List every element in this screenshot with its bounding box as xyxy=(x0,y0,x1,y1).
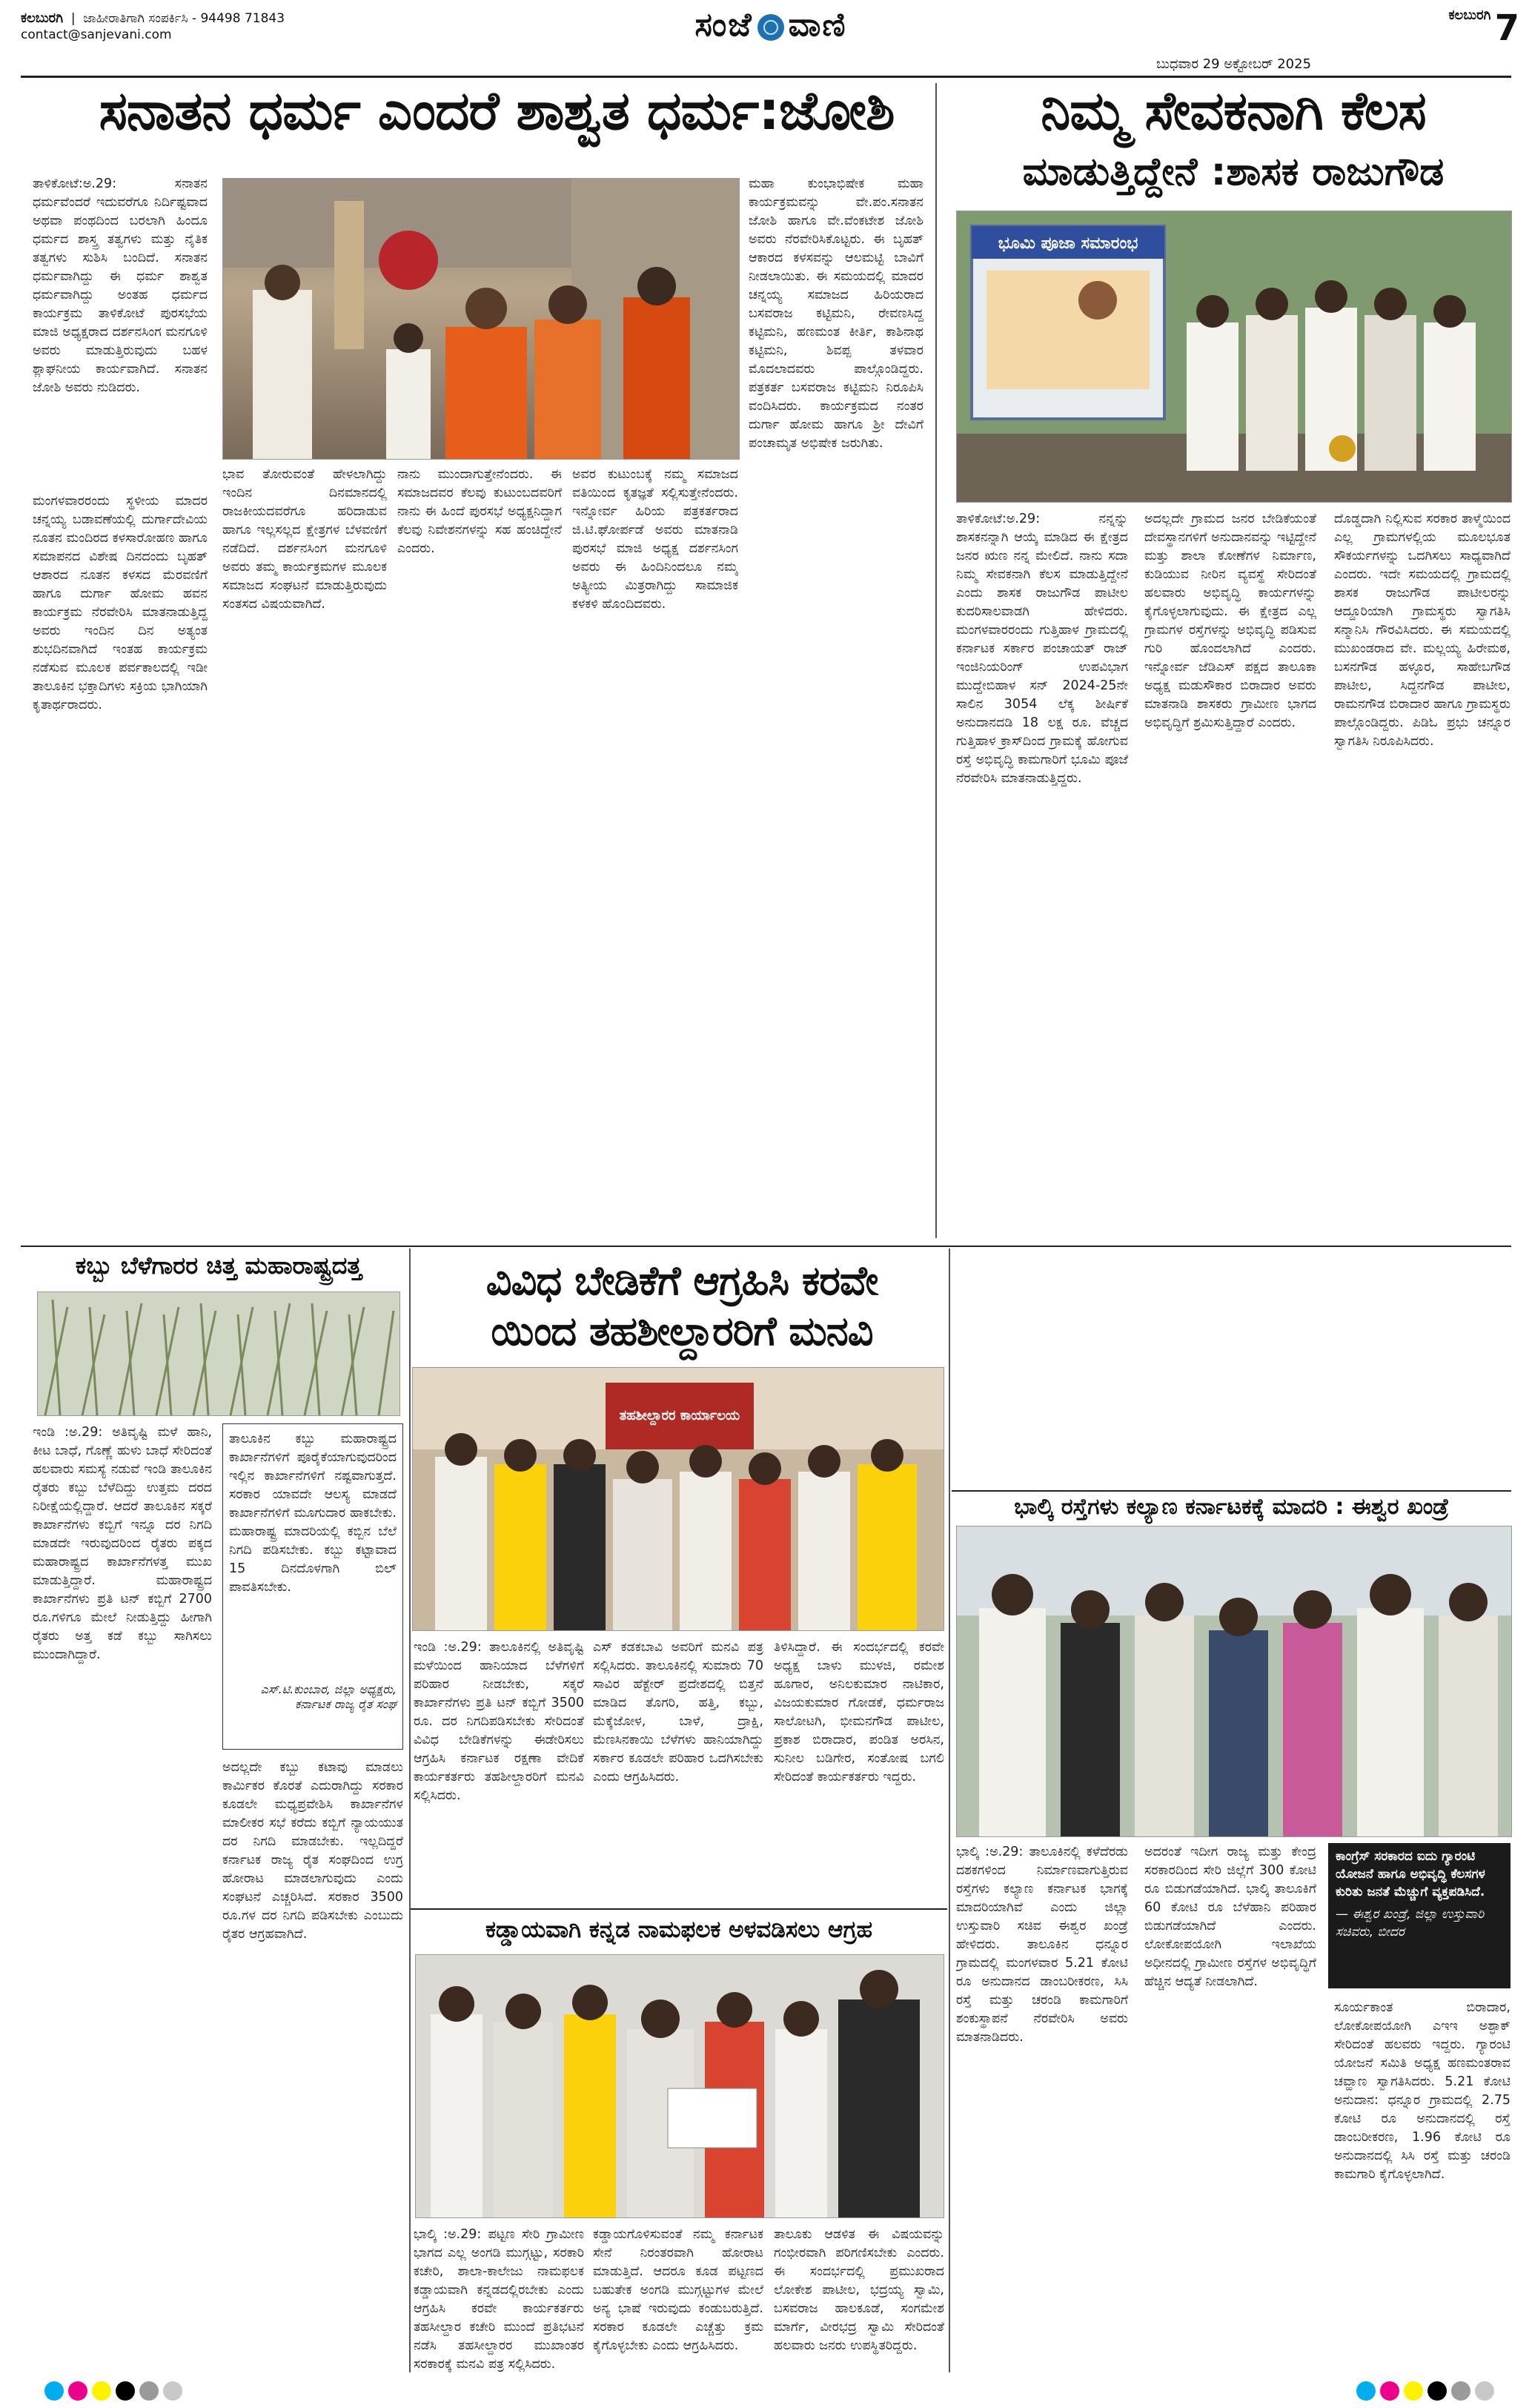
registration-marks-right xyxy=(1356,2381,1505,2404)
magenta-dot xyxy=(68,2381,87,2401)
story6-caption-sign: — ಈಶ್ವರ ಖಂಡ್ರೆ, ಜಿಲ್ಲಾ ಉಸ್ತುವಾರಿ ಸಚಿವರು, ಬೀದರ xyxy=(1336,1907,1485,1939)
story4-photo-graphic xyxy=(413,1368,944,1630)
grey-dot xyxy=(139,2381,159,2401)
grey-dot-2 xyxy=(1475,2381,1494,2401)
story1-photo-graphic xyxy=(223,179,739,459)
masthead-date: ಬುಧವಾರ 29 ಅಕ್ಟೋಬರ್ 2025 xyxy=(1156,56,1312,72)
story2-photo-graphic xyxy=(957,211,1511,502)
story2-photo xyxy=(956,211,1512,503)
story3-photo xyxy=(37,1291,400,1416)
story2-headline-2: ಮಾಡುತ್ತಿದ್ದೇನೆ :ಶಾಸಕ ರಾಜುಗೌಡ xyxy=(1022,150,1445,194)
story6-photo xyxy=(956,1526,1512,1837)
story3-headline: ಕಬ್ಬು ಬೆಳೆಗಾರರ ಚಿತ್ತ ಮಹಾರಾಷ್ಟ್ರದತ್ತ xyxy=(75,1251,362,1280)
story6-photo-graphic xyxy=(957,1526,1511,1836)
story1-lead: ತಾಳಿಕೋಟೆ:ಅ.29: ಸನಾತನ ಧರ್ಮವೆಂದರೆ ಇದುವರೆಗೂ ನಿರ್ದಿಷ್ಟವಾದ ಅಥವಾ ಪಂಥದಿಂದ ಬರಲಾಗಿ ಹಿಂದೂ ಧರ್ಮದ ಶಾಸ್ತ್ರ ತತ್ವಗಳು ಮತ್ತು ನೈತಿಕ ತತ್ವಗಳು ಸುಶಿಸಿ ಬಂದಿದೆ. ಸನಾತನ ಧರ್ಮವಾಗಿದ್ದು ಈ ಧರ್ಮ ಶಾಶ್ವತ ಧರ್ಮವಾಗಿದ್ದು ಅಂತಹ ಧರ್ಮದ ಕಾರ್ಯಕ್ರಮ ತಾಳಿಕೋಟೆ ಪುರಸಭೆಯ ಮಾಜಿ ಅಧ್ಯಕ್ಷರಾದ ದರ್ಶನಸಿಂಗ ಮನಗೂಳಿ ಅವರು ಮಾಡುತ್ತಿರುವುದು ಬಹಳ ಶ್ಲಾಘನೀಯ ಕಾರ್ಯವಾಗಿದೆ. ಸನಾತನ ಜೋಶಿ ಅವರು ನುಡಿದರು. xyxy=(33,176,208,395)
section-rule xyxy=(21,1246,1511,1247)
story3-col1: ಇಂಡಿ :ಅ.29: ಅತಿವೃಷ್ಟಿ ಮಳೆ ಹಾನಿ, ಕೀಟ ಬಾಧೆ, ಗೊಣ್ಣೆ ಹುಳು ಬಾಧೆ ಸೇರಿದಂತೆ ಹಲವಾರು ಸಮಸ್ಯೆ ನಡುವೆ ಇಂಡಿ ತಾಲೂಕಿನ ರೈತರು ಕಬ್ಬು ಬೆಳೆದಿದ್ದು ಉತ್ತಮ ದರದ ನಿರೀಕ್ಷೆಯಲ್ಲಿದ್ದಾರೆ. ಆದರೆ ತಾಲೂಕಿನ ಸಕ್ಕರೆ ಕಾರ್ಖಾನೆಗಳು ಕಬ್ಬಿಗೆ ಇನ್ನೂ ದರ ನಿಗದಿ ಮಾಡದೇ ಇರುವುದರಿಂದ ರೈತರು ಪಕ್ಕದ ಮಹಾರಾಷ್ಟ್ರದ ಕಾರ್ಖಾನೆಗಳತ್ತ ಮುಖ ಮಾಡುತ್ತಿದ್ದಾರೆ. ಮಹಾರಾಷ್ಟ್ರದ ಕಾರ್ಖಾನೆಗಳು ಪ್ರತಿ ಟನ್ ಕಬ್ಬಿಗೆ 2700 ರೂ.ಗಳಿಗೂ ಮೇಲೆ ನೀಡುತ್ತಿದ್ದು ಹೀಗಾಗಿ ರೈತರು ಅತ್ತ ಕಡೆ ಕಬ್ಬು ಸಾಗಿಸಲು ಮುಂದಾಗಿದ್ದಾರೆ. xyxy=(33,1425,212,1662)
masthead-left: ಕಲಬುರಗಿ | ಜಾಹೀರಾತಿಗಾಗಿ ಸಂಪರ್ಕಿಸಿ - 94498 71843 contact@sanjevani.com xyxy=(21,10,436,43)
story2-col3: ದೊಡ್ಡದಾಗಿ ನಿಲ್ಲಿಸುವ ಸರಕಾರ ತಾಳ್ಮೆಯಿಂದ ಎಲ್ಲ ಗ್ರಾಮಗಳಲ್ಲಿಯ ಮೂಲಭೂತ ಸೌಕರ್ಯಗಳನ್ನು ಒದಗಿಸಲು ಸಾಧ್ಯವಾಗಿದೆ ಎಂದರು. ಇದೇ ಸಮಯದಲ್ಲಿ ಗ್ರಾಮದಲ್ಲಿ ಶಾಸಕ ರಾಜುಗೌಡ ಪಾಟೀಲರನ್ನು ಆದ್ದೂರಿಯಾಗಿ ಗ್ರಾಮಸ್ಥರು ಸ್ವಾಗತಿಸಿ ಸನ್ಮಾನಿಸಿ ಗೌರವಿಸಿದರು. ಈ ಸಮಯದಲ್ಲಿ ಮುಖಂಡರಾದ ವೇ. ಮಲ್ಲಯ್ಯ ಹಿರೇಮಠ, ಬಸನಗೌಡ ಹಳ್ಳೂರ, ಸಾಹೇಬಗೌಡ ಪಾಟೀಲ, ಸಿದ್ದನಗೌಡ ಪಾಟೀಲ, ರಾಮನಗೌಡ ಬಿರಾದಾರ ಹಾಗೂ ಗ್ರಾಮಸ್ಥರು ಪಾಲ್ಗೊಂಡಿದ್ದರು. ಪಿಡಿಓ ಪ್ರಭು ಚನ್ನೂರ ಸ್ವಾಗತಿಸಿ ನಿರೂಪಿಸಿದರು. xyxy=(1334,512,1511,749)
story5-col3: ತಾಲೂಕು ಆಡಳಿತ ಈ ವಿಷಯವನ್ನು ಗಂಭೀರವಾಗಿ ಪರಿಗಣಿಸಬೇಕು ಎಂದರು. ಈ ಸಂದರ್ಭದಲ್ಲಿ ಪ್ರಮುಖರಾದ ಲೋಕೇಶ ಪಾಟೀಲ, ಭದ್ರಯ್ಯ ಸ್ವಾಮಿ, ಬಸವರಾಜ ಹಾಲಕೂಡೆ, ಸಂಗಮೇಶ ಮಾರ್ಗೆ, ವೀರಭದ್ರ ಸ್ವಾಮಿ ಸೇರಿದಂತೆ ಹಲವಾರು ಜನರು ಉಪಸ್ಥಿತರಿದ್ದರು. xyxy=(774,2227,944,2353)
yellow-dot xyxy=(1404,2381,1423,2401)
story4-headline-2: ಯಿಂದ ತಹಶೀಲ್ದಾರರಿಗೆ ಮನವಿ xyxy=(491,1308,873,1354)
logo-text-left: ಸಂಜೆ xyxy=(694,6,753,44)
masthead-rule xyxy=(21,76,1511,78)
story5-photo-graphic xyxy=(416,1955,944,2217)
story6-col3: ಸೂರ್ಯಕಾಂತ ಬಿರಾದಾರ, ಲೋಕೋಪಯೋಗಿ ಎಇಇ ಅಶ್ಫಾಕ್ ಸೇರಿದಂತೆ ಹಲವರು ಇದ್ದರು. ಗ್ಯಾರಂಟಿ ಯೋಜನೆ ಸಮಿತಿ ಅಧ್ಯಕ್ಷ ಹಣಮಂತರಾವ ಚವ್ಹಾಣ ಸ್ವಾಗತಿಸಿದರು. 5.21 ಕೋಟಿ ಅನುದಾನ: ಧನ್ನೂರ ಗ್ರಾಮದಲ್ಲಿ 2.75 ಕೋಟಿ ರೂ ಅನುದಾನದಲ್ಲಿ ರಸ್ತೆ ಡಾಂಬರೀಕರಣ, 1.96 ಕೋಟಿ ರೂ ಅನುದಾನದಲ್ಲಿ ಸಿಸಿ ರಸ್ತೆ ಮತ್ತು ಚರಂಡಿ ಕಾಮಗಾರಿ ಕೈಗೊಳ್ಳಲಾಗಿದೆ. xyxy=(1334,2000,1511,2182)
story2-col2: ಅದಲ್ಲದೇ ಗ್ರಾಮದ ಜನರ ಬೇಡಿಕೆಯಂತೆ ದೇವಸ್ಥಾನಗಳಿಗೆ ಅನುದಾನವನ್ನು ಇಟ್ಟಿದ್ದೇನೆ ಮತ್ತು ಶಾಲಾ ಕೋಣೆಗಳ ನಿರ್ಮಾಣ, ಕುಡಿಯುವ ನೀರಿನ ವ್ಯವಸ್ಥೆ ಸೇರಿದಂತೆ ಹಲವಾರು ಅಭಿವೃದ್ಧಿ ಕಾರ್ಯಗಳನ್ನು ಕೈಗೊಳ್ಳಲಾಗುವುದು. ಈ ಕ್ಷೇತ್ರದ ಎಲ್ಲ ಗ್ರಾಮಗಳ ರಸ್ತೆಗಳನ್ನು ಅಭಿವೃದ್ಧಿ ಪಡಿಸುವ ಗುರಿ ಹೊಂದಲಾಗಿದೆ ಎಂದರು. ಇನ್ನೋರ್ವ ಜೆಡಿಎಸ್ ಪಕ್ಷದ ತಾಲೂಕಾ ಅಧ್ಯಕ್ಷ ಮಡುಸೌಕಾರ ಬಿರಾದಾರ ಅವರು ಮಾತನಾಡಿ ಶಾಸಕರು ಗ್ರಾಮೀಣ ಭಾಗದ ಅಭಿವೃದ್ಧಿಗೆ ಶ್ರಮಿಸುತ್ತಿದ್ದಾರೆ ಎಂದರು. xyxy=(1144,512,1316,730)
masthead-city-right: ಕಲಬುರಗಿ xyxy=(1448,7,1491,23)
story6-headline: ಭಾಲ್ಕಿ ರಸ್ತೆಗಳು ಕಲ್ಯಾಣ ಕರ್ನಾಟಕಕ್ಕೆ ಮಾದರಿ : ಈಶ್ವರ ಖಂಡ್ರೆ xyxy=(1014,1494,1449,1520)
magenta-dot xyxy=(1380,2381,1399,2401)
black-dot xyxy=(1427,2381,1447,2401)
story6-photo-caption xyxy=(1328,1843,1511,1988)
masthead-tagline: ಜಾಹೀರಾತಿಗಾಗಿ ಸಂಪರ್ಕಿಸಿ - 94498 71843 xyxy=(83,11,285,26)
logo-text-right: ವಾಣಿ xyxy=(788,6,847,44)
grey-dot-2 xyxy=(163,2381,182,2401)
column-divider xyxy=(935,83,937,1238)
story6-caption-text: ಕಾಂಗ್ರೆಸ್ ಸರಕಾರದ ಐದು ಗ್ಯಾರಂಟಿ ಯೋಜನೆ ಹಾಗೂ ಅಭಿವೃದ್ಧಿ ಕೆಲಸಗಳ ಕುರಿತು ಜನತೆ ಮೆಚ್ಚುಗೆ ವ್ಯಕ್ತಪಡಿಸಿದೆ. xyxy=(1336,1849,1485,1899)
story4-col2: ಎಸ್ ಕಡಕಬಾವಿ ಅವರಿಗೆ ಮನವಿ ಪತ್ರ ಸಲ್ಲಿಸಿದರು. ತಾಲೂಕಿನಲ್ಲಿ ಸುಮಾರು 70 ಸಾವಿರ ಹೆಕ್ಟೇರ್ ಪ್ರದೇಶದಲ್ಲಿ ಬಿತ್ತನೆ ಮಾಡಿದ ತೊಗರಿ, ಹತ್ತಿ, ಕಬ್ಬು, ಮೆಕ್ಕೆಜೋಳ, ಬಾಳೆ, ದ್ರಾಕ್ಷಿ, ಮೆಣಸಿನಕಾಯಿ ಬೆಳೆಗಳು ಹಾನಿಯಾಗಿದ್ದು ಸರ್ಕಾರ ಕೂಡಲೇ ಪರಿಹಾರ ಒದಗಿಸಬೇಕು ಎಂದು ಆಗ್ರಹಿಸಿದರು. xyxy=(593,1640,763,1784)
story4-headline-1: ವಿವಿಧ ಬೇಡಿಕೆಗೆ ಆಗ್ರಹಿಸಿ ಕರವೇ xyxy=(485,1257,878,1304)
story2-headline-1: ನಿಮ್ಮ ಸೇವಕನಾಗಿ ಕೆಲಸ xyxy=(1041,79,1426,142)
masthead-right xyxy=(1245,7,1519,49)
column-divider-3 xyxy=(949,1248,950,2372)
story1-headline: ಸನಾತನ ಧರ್ಮ ಎಂದರೆ ಶಾಶ್ವತ ಧರ್ಮ:ಜೋಶಿ xyxy=(99,79,895,142)
story5-photo xyxy=(415,1954,944,2218)
story2-banner-title: ಭೂಮಿ ಪೂಜಾ ಸಮಾರಂಭ xyxy=(998,234,1138,253)
yellow-dot xyxy=(92,2381,111,2401)
black-dot xyxy=(116,2381,135,2401)
cyan-dot xyxy=(44,2381,64,2401)
story3-quote: ತಾಲೂಕಿನ ಕಬ್ಬು ಮಹಾರಾಷ್ಟ್ರದ ಕಾರ್ಖಾನೆಗಳಿಗೆ ಪೂರೈಕೆಯಾಗುವುದರಿಂದ ಇಲ್ಲಿನ ಕಾರ್ಖಾನೆಗಳಿಗೆ ನಷ್ಟವಾಗುತ್ತದೆ. ಸರಕಾರ ಯಾವದೇ ಆಲಸ್ಯ ಮಾಡದೆ ಕಾರ್ಖಾನೆಗಳಿಗೆ ಮೂಗುದಾರ ಹಾಕಬೇಕು. ಮಹಾರಾಷ್ಟ್ರ ಮಾದರಿಯಲ್ಲಿ ಕಬ್ಬಿನ ಬೆಲೆ ನಿಗದಿ ಪಡಿಸಬೇಕು. ಕಬ್ಬು ಕಟ್ಟಾವಾದ 15 ದಿನದೊಳಗಾಗಿ ಬಿಲ್ ಪಾವತಿಸಬೇಕು. xyxy=(229,1432,397,1595)
grey-dot xyxy=(1451,2381,1470,2401)
story4-col1: ಇಂಡಿ :ಅ.29: ತಾಲೂಕಿನಲ್ಲಿ ಅತಿವೃಷ್ಟಿ ಮಳೆಯಿಂದ ಹಾನಿಯಾದ ಬೆಳೆಗಳಿಗೆ ಪರಿಹಾರ ನೀಡಬೇಕು, ಸಕ್ಕರೆ ಕಾರ್ಖಾನೆಗಳು ಪ್ರತಿ ಟನ್ ಕಬ್ಬಿಗೆ 3500 ರೂ. ದರ ನಿಗದಿಪಡಿಸಬೇಕು ಸೇರಿದಂತೆ ವಿವಿಧ ಬೇಡಿಕೆಗಳನ್ನು ಈಡೇರಿಸಲು ಆಗ್ರಹಿಸಿ ಕರ್ನಾಟಕ ರಕ್ಷಣಾ ವೇದಿಕೆ ಕಾರ್ಯಕರ್ತರು ತಹಶೀಲ್ದಾರರಿಗೆ ಮನವಿ ಸಲ್ಲಿಸಿದರು. xyxy=(414,1640,584,1803)
story1-col5: ಮಹಾ ಕುಂಭಾಭಿಷೇಕ ಮಹಾ ಕಾರ್ಯಕ್ರಮವನ್ನು ವೇ.ಪಂ.ಸನಾತನ ಜೋಶಿ ಹಾಗೂ ವೇ.ವೆಂಕಟೇಶ ಜೋಶಿ ಅವರು ನೆರವೇರಿಸಿಕೊಟ್ಟರು. ಈ ಬೃಹತ್ ಆಕಾರದ ಕಳಸವನ್ನು ಆಲಮಟ್ಟಿ ಬಾವಿಗೆ ನೀಡಲಾಯಿತು. ಈ ಸಮಯದಲ್ಲಿ ಮಾದರ ಚನ್ನಯ್ಯ ಸಮಾಜದ ಹಿರಿಯರಾದ ಬಸವರಾಜ ಕಟ್ಟಿಮನಿ, ರೇವಣಸಿದ್ದ ಕಟ್ಟಿಮನಿ, ಹಣಮಂತ ಕೀರ್ತಿ, ಕಾಶಿನಾಥ ಕಟ್ಟಿಮನಿ, ಶಿವಪ್ಪ ತಳವಾರ ಮೊದಲಾದವರು ಪಾಲ್ಗೊಂಡಿದ್ದರು. ಪತ್ರಕರ್ತ ಬಸವರಾಜ ಕಟ್ಟಿಮನಿ ನಿರೂಪಿಸಿ ವಂದಿಸಿದರು. ಕಾರ್ಯಕ್ರಮದ ನಂತರ ದುರ್ಗಾ ಹೋಮ ಹಾಗೂ ಶ್ರೀ ದೇವಿಗೆ ಪಂಚಾಮೃತ ಅಭಿಷೇಕ ಜರುಗಿತು. xyxy=(749,176,923,451)
story1-col2: ಭಾವ ತೋರುವಂತೆ ಹೇಳಲಾಗಿದ್ದು ಇಂದಿನ ದಿನಮಾನದಲ್ಲಿ ರಾಜಕೀಯದವರೆಗೂ ಹರಿದಾಡುವ ಹಾಗೂ ಇಲ್ಲಸಲ್ಲದ ಕ್ಷೇತ್ರಗಳ ಬೆಳವಣಿಗೆ ನಡೆದಿದೆ. ದರ್ಶನಸಿಂಗ ಮನಗೂಳಿ ಅವರು ತಮ್ಮ ಕಾರ್ಯಕ್ರಮಗಳ ಮೂಲಕ ಸಮಾಜದ ಸಂಘಟನೆ ಮಾಡುತ್ತಿರುವುದು ಸಂತಸದ ವಿಷಯವಾಗಿದೆ. xyxy=(222,467,387,612)
story1-col4: ಅವರ ಕುಟುಂಬಕ್ಕೆ ನಮ್ಮ ಸಮಾಜದ ವತಿಯಿಂದ ಕೃತಜ್ಞತೆ ಸಲ್ಲಿಸುತ್ತೇನೆಂದರು. ಇನ್ನೋರ್ವ ಹಿರಿಯ ಪತ್ರಕರ್ತರಾದ ಜಿ.ಟಿ.ಘೋರ್ಪಡೆ ಅವರು ಮಾತನಾಡಿ ಪುರಸಭೆ ಮಾಜಿ ಅಧ್ಯಕ್ಷ ದರ್ಶನಸಿಂಗ ಅವರು ಈ ಹಿಂದಿನಿಂದಲೂ ನಮ್ಮ ಅತ್ಯೀಯ ಮಿತ್ರರಾಗಿದ್ದು ಸಾಮಾಜಿಕ ಕಳಕಳಿ ಹೊಂದಿದವರು. xyxy=(572,467,738,612)
newspaper-logo xyxy=(578,6,964,58)
story3-quote-sign: ಎಸ್.ಟಿ.ಕುಂಬಾರ, ಜಿಲ್ಲಾ ಅಧ್ಯಕ್ಷರು, ಕರ್ನಾಟಕ ರಾಜ್ಯ ರೈತ ಸಂಘ xyxy=(260,1682,397,1711)
masthead-email[interactable]: contact@sanjevani.com xyxy=(21,27,172,42)
story4-col3: ತಿಳಿಸಿದ್ದಾರೆ. ಈ ಸಂದರ್ಭದಲ್ಲಿ ಕರವೇ ಅಧ್ಯಕ್ಷ ಬಾಳು ಮುಳಜಿ, ರಮೇಶ ಹೂಗಾರ, ಅನಿಲಕುಮಾರ ನಾಟಿಕಾರ, ವಿಜಯಕುಮಾರ ಗೋಡಕೆ, ಧರ್ಮರಾಜ ಸಾಲೋಟಗಿ, ಭೀಮನಗೌಡ ಪಾಟೀಲ, ಪ್ರಕಾಶ ಬಿರಾದಾರ, ಪಂಡಿತ ಅರಸಿನ, ಸುನೀಲ ಬಡಿಗೇರ, ಸಂತೋಷ ಬಗಲಿ ಸೇರಿದಂತೆ ಕಾರ್ಯಕರ್ತರು ಇದ್ದರು. xyxy=(774,1640,944,1784)
story5-col1: ಭಾಲ್ಕಿ :ಅ.29: ಪಟ್ಟಣ ಸೇರಿ ಗ್ರಾಮೀಣ ಭಾಗದ ಎಲ್ಲ ಅಂಗಡಿ ಮುಗ್ಗಟ್ಟು, ಸರಕಾರಿ ಕಚೇರಿ, ಶಾಲಾ-ಕಾಲೇಜು ನಾಮಫಲಕ ಕಡ್ಡಾಯವಾಗಿ ಕನ್ನಡದಲ್ಲಿರಬೇಕು ಎಂದು ಆಗ್ರಹಿಸಿ ಕರವೇ ಕಾರ್ಯಕರ್ತರು ತಹಸೀಲ್ದಾರ ಕಚೇರಿ ಮುಂದೆ ಪ್ರತಿಭಟನೆ ನಡೆಸಿ ತಹಸೀಲ್ದಾರರ ಮುಖಾಂತರ ಸರಕಾರಕ್ಕೆ ಮನವಿ ಪತ್ರ ಸಲ್ಲಿಸಿದರು. xyxy=(414,2227,584,2372)
section-rule-2 xyxy=(411,1908,947,1910)
story6-col2: ಅದರಂತೆ ಇದೀಗ ರಾಜ್ಯ ಮತ್ತು ಕೇಂದ್ರ ಸರಕಾರದಿಂದ ಸೇರಿ ಜಿಲ್ಲೆಗೆ 300 ಕೋಟಿ ರೂ ಬಿಡುಗಡೆಯಾಗಿದೆ. ಭಾಲ್ಕಿ ತಾಲೂಕಿಗೆ 60 ಕೋಟಿ ರೂ ಬೆಳೆಹಾನಿ ಪರಿಹಾರ ಬಿಡುಗಡೆಯಾಗಿದೆ ಎಂದರು. ಲೋಕೋಪಯೋಗಿ ಇಲಾಖೆಯ ಅಧೀನದಲ್ಲಿ ಗ್ರಾಮೀಣ ರಸ್ತೆಗಳ ಅಭಿವೃದ್ಧಿಗೆ ಹೆಚ್ಚಿನ ಆದ್ಯತೆ ನೀಡಲಾಗಿದೆ. xyxy=(1144,1845,1316,1989)
globe-icon xyxy=(757,14,784,41)
story1-col1: ಮಂಗಳವಾರರಂದು ಸ್ಥಳೀಯ ಮಾದರ ಚನ್ನಯ್ಯ ಬಡಾವಣೆಯಲ್ಲಿ ದುರ್ಗಾದೇವಿಯ ನೂತನ ಮಂದಿರದ ಕಳಸಾರೋಹಣ ಹಾಗೂ ಸಮಾಪನದ ವಿಶೇಷ ದಿನದಂದು ಬೃಹತ್ ಆಶಾರದ ನೂತನ ಕಳಸದ ಮೆರವಣಿಗೆ ಹಾಗೂ ದುರ್ಗಾ ಹೋಮ ಹವನ ಕಾರ್ಯಕ್ರಮ ನೆರವೇರಿಸಿ ಮಾತನಾಡುತ್ತಿದ್ದ ಅವರು ಇಂದಿನ ದಿನ ಅತ್ಯಂತ ಶುಭದಿನವಾಗಿದೆ ಇಂತಹ ಕಾರ್ಯಕ್ರಮ ನಡೆಸುವ ಮೂಲಕ ಪರ್ವಕಾಲದಲ್ಲಿ ಇಡೀ ತಾಲೂಕಿನ ಭಕ್ತಾದಿಗಳು ಸಕ್ರಿಯ ಭಾಗಿಯಾಗಿ ಕೃತಾರ್ಥರಾದರು. xyxy=(33,494,208,712)
sugarcane-photo-graphic xyxy=(38,1292,399,1415)
story1-photo xyxy=(222,178,740,460)
story2-col1: ತಾಳಿಕೋಟೆ:ಅ.29: ನನ್ನನ್ನು ಶಾಸಕನನ್ನಾಗಿ ಆಯ್ಕೆ ಮಾಡಿದ ಈ ಕ್ಷೇತ್ರದ ಜನರ ಋಣ ನನ್ನ ಮೇಲಿದೆ. ನಾನು ಸದಾ ನಿಮ್ಮ ಸೇವಕನಾಗಿ ಕೆಲಸ ಮಾಡುತ್ತಿದ್ದೇನೆ ಎಂದು ಶಾಸಕ ರಾಜುಗೌಡ ಪಾಟೀಲ ಕುದರಿಸಾಲವಾಡಗಿ ಹೇಳಿದರು. ಮಂಗಳವಾರರಂದು ಗುತ್ತಿಹಾಳ ಗ್ರಾಮದಲ್ಲಿ ಕರ್ನಾಟಕ ಸರ್ಕಾರ ಪಂಚಾಯತ್ ರಾಜ್ ಇಂಜಿನಿಯರಿಂಗ್ ಉಪವಿಭಾಗ ಮುದ್ದೇಬಿಹಾಳ ಸನ್ 2024-25ನೇ ಸಾಲಿನ 3054 ಲೆಕ್ಕ ಶೀರ್ಷಿಕೆ ಅನುದಾನದಡಿ 18 ಲಕ್ಷ ರೂ. ವೆಚ್ಚದ ಗುತ್ತಿಹಾಳ ಕ್ರಾಸ್‌ದಿಂದ ಗ್ರಾಮಕ್ಕೆ ಹೋಗುವ ರಸ್ತೆ ಅಭಿವೃದ್ಧಿ ಕಾಮಗಾರಿಗೆ ಭೂಮಿ ಪೂಜೆ ನೆರವೇರಿಸಿ ಮಾತನಾಡುತ್ತಿದ್ದರು. xyxy=(956,512,1128,786)
story1-col3: ನಾನು ಮುಂದಾಗುತ್ತೇನೆಂದರು. ಈ ಸಮಾಜದವರ ಕೆಲವು ಕುಟುಂಬದವರಿಗೆ ನಾನು ಈ ಹಿಂದೆ ಪುರಸಭೆ ಅಧ್ಯಕ್ಷನಿದ್ದಾಗ ಕೆಲವು ನಿವೇಶನಗಳನ್ನು ಸಹ ಹಂಚಿದ್ದೇನೆ ಎಂದರು. xyxy=(397,467,562,556)
story5-headline: ಕಡ್ಡಾಯವಾಗಿ ಕನ್ನಡ ನಾಮಫಲಕ ಅಳವಡಿಸಲು ಆಗ್ರಹ xyxy=(485,1916,873,1943)
story4-photo xyxy=(412,1367,944,1631)
registration-marks-left xyxy=(44,2381,193,2404)
column-divider-2 xyxy=(409,1248,411,2372)
cyan-dot xyxy=(1356,2381,1376,2401)
story4-photo-banner: ತಹಶೀಲ್ದಾರರ ಕಾರ್ಯಾಲಯ xyxy=(619,1408,740,1423)
story5-col2: ಕಡ್ಡಾಯಗೊಳಿಸುವಂತೆ ನಮ್ಮ ಕರ್ನಾಟಕ ಸೇನೆ ನಿರಂತರವಾಗಿ ಹೋರಾಟ ಮಾಡುತ್ತಿದೆ. ಆದರೂ ಕೂಡ ಪಟ್ಟಣದ ಬಹುತೇಕ ಅಂಗಡಿ ಮುಗ್ಗಟ್ಟುಗಳ ಮೇಲೆ ಅನ್ಯ ಭಾಷೆ ಇರುವುದು ಕಂಡುಬರುತ್ತಿದೆ. ಸರಕಾರ ಕೂಡಲೇ ಎಚ್ಚೆತ್ತು ಕ್ರಮ ಕೈಗೊಳ್ಳಬೇಕು ಎಂದು ಆಗ್ರಹಿಸಿದರು. xyxy=(593,2227,763,2353)
story3-col2: ಅದಲ್ಲದೇ ಕಬ್ಬು ಕಟಾವು ಮಾಡಲು ಕಾರ್ಮಿಕರ ಕೊರತೆ ಎದುರಾಗಿದ್ದು ಸರಕಾರ ಕೂಡಲೇ ಮಧ್ಯಪ್ರವೇಶಿಸಿ ಕಾರ್ಖಾನೆಗಳ ಮಾಲೀಕರ ಸಭೆ ಕರೆದು ಕಬ್ಬಿಗೆ ನ್ಯಾಯಯುತ ದರ ನಿಗದಿ ಮಾಡಬೇಕು. ಇಲ್ಲದಿದ್ದರೆ ಕರ್ನಾಟಕ ರಾಜ್ಯ ರೈತ ಸಂಘದಿಂದ ಉಗ್ರ ಹೋರಾಟ ಮಾಡಲಾಗುವುದು ಎಂದು ಸಂಘಟನೆ ಎಚ್ಚರಿಸಿದೆ. ಸರಕಾರ 3500 ರೂ.ಗಳ ದರ ನಿಗದಿ ಪಡಿಸಬೇಕು ಎಂಬುದು ರೈತರ ಆಗ್ರಹವಾಗಿದೆ. xyxy=(222,1760,403,1942)
masthead-city: ಕಲಬುರಗಿ xyxy=(21,10,64,26)
story3-quote-box xyxy=(222,1423,403,1750)
page-number: 7 xyxy=(1494,7,1519,49)
section-rule-3 xyxy=(952,1490,1511,1492)
story6-col1: ಭಾಲ್ಕಿ :ಅ.29: ತಾಲೂಕಿನಲ್ಲಿ ಕಳೆದೆರಡು ದಶಕಗಳಿಂದ ನಿರ್ಮಾಣವಾಗುತ್ತಿರುವ ರಸ್ತೆಗಳು ಕಲ್ಯಾಣ ಕರ್ನಾಟಕ ಭಾಗಕ್ಕೆ ಮಾದರಿಯಾಗಿವೆ ಎಂದು ಜಿಲ್ಲಾ ಉಸ್ತುವಾರಿ ಸಚಿವ ಈಶ್ವರ ಖಂಡ್ರೆ ಹೇಳಿದರು. ತಾಲೂಕಿನ ಧನ್ನೂರ ಗ್ರಾಮದಲ್ಲಿ ಮಂಗಳವಾರ 5.21 ಕೋಟಿ ರೂ ಅನುದಾನದ ಡಾಂಬರೀಕರಣ, ಸಿಸಿ ರಸ್ತೆ ಮತ್ತು ಚರಂಡಿ ಕಾಮಗಾರಿಗೆ ಶಂಕುಸ್ಥಾಪನೆ ನೆರವೇರಿಸಿ ಅವರು ಮಾತನಾಡಿದರು. xyxy=(956,1845,1128,2045)
